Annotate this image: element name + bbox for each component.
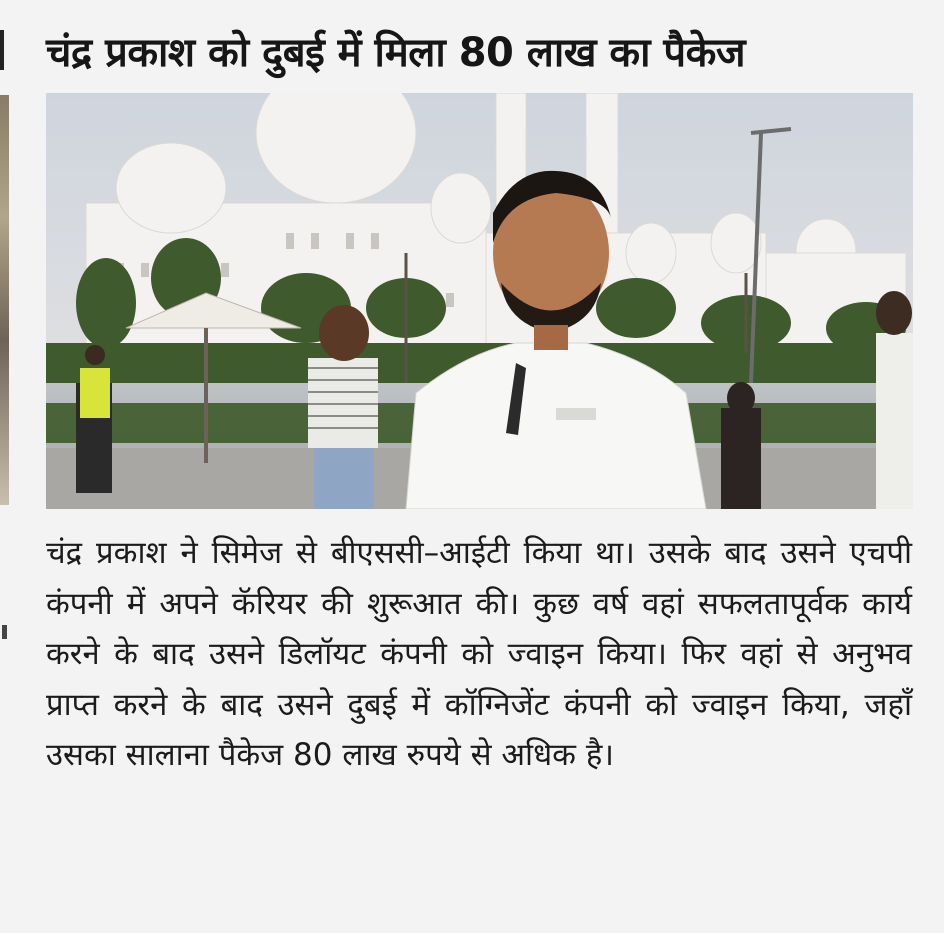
article-body: चंद्र प्रकाश ने सिमेज से बीएससी–आईटी किया था। उसके बाद उसने एचपी कंपनी में अपने कॅरियर की शुरूआत की। कुछ वर्ष वहां सफलतापूर्वक कार्य करने के बाद उसने डिलॉयट कंपनी को ज्वाइन किया। फिर वहां से अनुभव प्राप्त करने के बाद उसने दुबई में कॉग्निजेंट कंपनी को ज्वाइन किया, जहाँ उसका सालाना पैकेज 80 लाख रुपये से अधिक है। [46, 535, 912, 773]
news-photo [46, 93, 913, 509]
adjacent-column-edge [0, 0, 18, 933]
photo-image [46, 93, 913, 509]
adjacent-photo-edge [0, 95, 9, 505]
adjacent-text-fragment [2, 625, 7, 639]
adjacent-text-fragment [0, 30, 4, 70]
headline: चंद्र प्रकाश को दुबई में मिला 80 लाख का पैकेज [46, 30, 746, 76]
